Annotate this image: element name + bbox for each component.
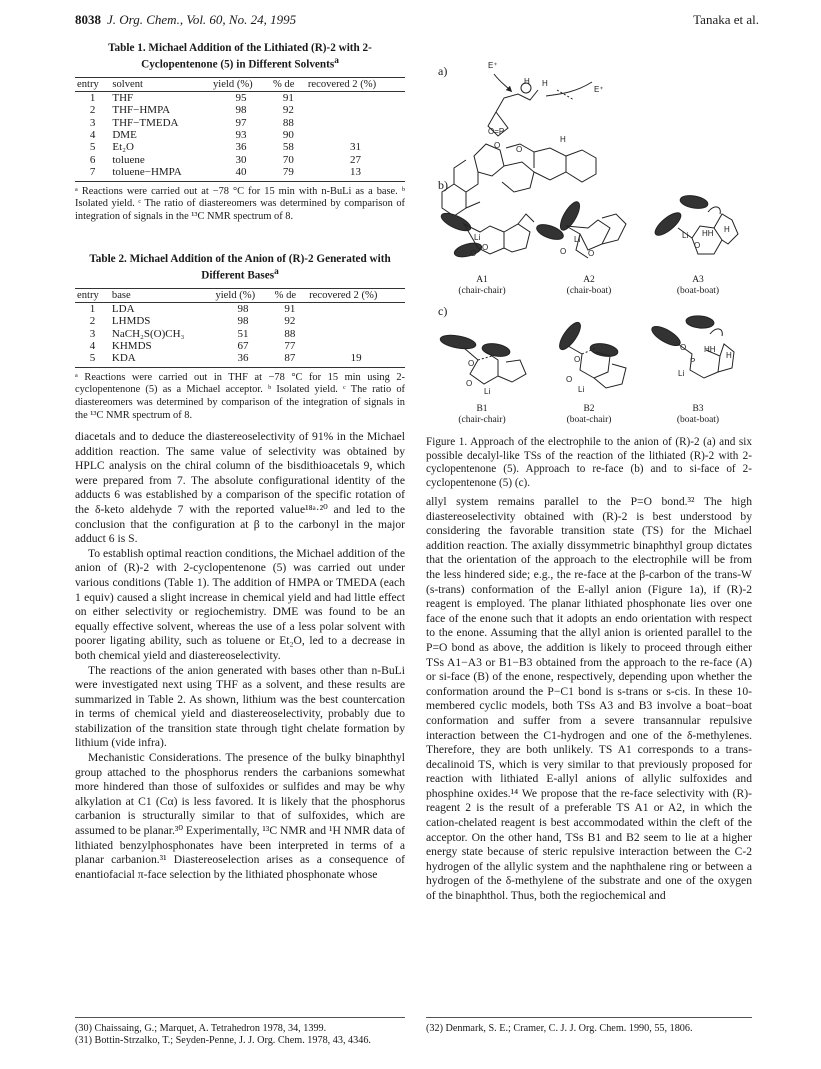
- svg-text:Li: Li: [474, 233, 481, 242]
- column-header: recovered 2 (%): [306, 77, 405, 91]
- svg-text:O: O: [566, 375, 573, 384]
- table-row: [75, 154, 405, 166]
- table-cell: 1: [89, 91, 96, 104]
- paragraph: The reactions of the anion generated with bases other than n-BuLi were investigated next using THF as a solvent, and these results are summarized in Table 2. As shown, lithium was the best countercation in terms of chemical yield and diastereoselectivity, probably due to stabilization of the transition state through tight chelate formation by lithium (vide infra).: [75, 663, 405, 750]
- footnotes-left: [75, 1017, 405, 1048]
- column-header: entry: [75, 77, 110, 91]
- table-cell: 70: [282, 153, 294, 166]
- svg-text:O=P: O=P: [488, 127, 505, 136]
- table-cell: [307, 315, 405, 327]
- svg-text:H: H: [724, 225, 730, 234]
- svg-text:O: O: [466, 379, 473, 388]
- figure-1: [426, 52, 756, 438]
- table-cell: LDA: [111, 302, 135, 315]
- page-number: 8038: [75, 12, 101, 27]
- svg-text:H: H: [542, 79, 548, 88]
- svg-text:H: H: [560, 135, 566, 144]
- table-cell: 36: [213, 352, 272, 367]
- column-header: % de: [273, 288, 308, 302]
- table-2: [75, 253, 405, 422]
- table-row: [75, 352, 405, 367]
- table-cell: 98: [237, 315, 249, 328]
- table-cell: LHMDS: [111, 315, 151, 328]
- table-cell: 1: [89, 302, 96, 315]
- column-header: recovered 2 (%): [307, 288, 405, 302]
- table-cell: 88: [282, 116, 294, 129]
- footnote-30: (30) Chaissaing, G.; Marquet, A. Tetrahedron 1978, 34, 1399.: [75, 1023, 327, 1034]
- table-cell: toluene−HMPA: [110, 166, 211, 181]
- table-cell: [306, 117, 405, 129]
- svg-text:O: O: [588, 249, 595, 258]
- table-cell: DME: [112, 128, 137, 141]
- table-cell: 91: [282, 91, 294, 104]
- table-1-footnote: ᵃ Reactions were carried out at −78 °C for 15 min with n-BuLi as a base. ᵇ Isolated yield. ᶜ The ratio of diastereomers was determined by comparison of integration of signals in the ¹³C NMR spectrum of 8.: [75, 185, 405, 222]
- table-cell: [307, 328, 405, 340]
- svg-text:O: O: [470, 249, 477, 258]
- running-header-left: [75, 12, 296, 28]
- figure-1-caption: Figure 1. Approach of the electrophile to the anion of (R)-2 (a) and six possible decalyl-like TSs of the reaction of the lithiated (R)-2 with 2-cyclopentenone (5). Approach to re-face (b) and to si-face of 2-cyclopentenone (5) (c).: [426, 436, 752, 489]
- table-cell: [306, 91, 405, 104]
- svg-text:O: O: [516, 145, 523, 154]
- structure-B2: B2 (boat-chair): [566, 404, 612, 425]
- table-cell: 58: [282, 141, 294, 154]
- table-row: [75, 91, 405, 104]
- table-cell: 79: [271, 166, 306, 181]
- table-cell: 92: [282, 104, 294, 117]
- table-cell: THF: [112, 91, 134, 104]
- figure-1-drawing: [426, 52, 756, 438]
- svg-text:H: H: [524, 77, 530, 86]
- table-row: [75, 104, 405, 116]
- table-row: [75, 340, 405, 352]
- table-cell: 6: [89, 153, 96, 166]
- table-cell: THF−TMEDA: [112, 116, 179, 129]
- label-e-plus-1: E⁺: [488, 61, 498, 70]
- label-e-plus-2: E⁺: [594, 85, 604, 94]
- table-cell: Et₂O: [112, 141, 134, 154]
- paragraph: allyl system remains parallel to the P=O bond.³² The high diastereoselectivity obtained with (R)-2 is best understood by considering the favorable transition state (TS) for the Michael addition reaction. The axially dissymmetric binaphthyl group dictates that the orientation of the approach to the electrophile will be from the less hindered side; e.g., the re-face at the β-carbon of the trans-W (s-trans) conformation of the E-allyl anion (Figure 1a), if (R)-2 reagent is employed. The planar lithiated phosphonate lies over one face of the enone such that it adopts an endo orientation with respect to the enone. Assuming that the allyl anion is oriented parallel to the P=O bond as above, the addition is likely to proceed through either TSs A1−A3 or B1−B3 obtained from the approach to the re-face (A) or si-face (B) of the enone, respectively, depending upon whether the conformation around the P−C1 bond is s-trans or s-cis. In these 10-membered cyclic models, both TSs A3 and B3 involve a boat−boat conformation and suffer from a severe transannular repulsive interaction between the C1-hydrogen and one of the δ-methylenes. Therefore, they are both unlikely. TS A1 corresponds to a trans-decalinoid TS, which is very similar to that previously proposed for reaction with lithiated E-allyl anions of allylic sulfoxides and phosphine oxides.¹⁴ We propose that the re-face selectivity with (R)-reagent 2 is the result of a preferable TS A1 or A2, in which the cation-chelated reagent is best accommodated within the cleft of the acceptor. On the other hand, TSs B1 and B2 seem to lie at a higher energy state because of steric repulsive interaction between the C-2 hydrogen of the allylic system and the naphthalene ring or between a hydrogen of the δ-methylene of the substrate and one of the oxygen of the binaphthol. Thus, both the regiochemical and: [426, 495, 752, 903]
- table-cell: [306, 104, 405, 116]
- table-cell: 90: [282, 128, 294, 141]
- paragraph: Mechanistic Considerations. The presence of the bulky binaphthyl group attached to the phosphorus renders the carbanions somewhat more hindered than those of sulfoxides or sulfides and may be why alkylation at C1 (Cα) is less favored. It is likely that the phosphorus carbanion is structurally similar to that of sulfoxides, which are assumed to be planar.³⁰ Experimentally, ¹³C NMR and ¹H NMR data of lithiated benzylphosphonates have been interpreted in terms of a planar carbanion.³¹ Diastereoselection arises as a consequence of enantiofacial π-face selection by the lithiated phosphonate whose: [75, 751, 405, 881]
- table-row: [75, 117, 405, 129]
- table-cell: 5: [89, 141, 96, 154]
- footnote-31: (31) Bottin-Strzalko, T.; Seyden-Penne, J. J. Org. Chem. 1978, 43, 4346.: [75, 1035, 371, 1047]
- svg-text:O: O: [560, 247, 567, 256]
- paragraph: To establish optimal reaction conditions, the Michael addition of the anion of (R)-2 with 2-cyclopentenone (5) was carried out under various conditions (Table 1). The addition of HMPA or TMEDA (each 1 equiv) caused a slight increase in chemical yield and had little effect on either selectivity or regiochemistry. DME was found to be an equally effective solvent, whereas the use of a less polar solvent with poorer ligating ability, such as toluene or Et₂O, led to a decrease in both chemical yield and diastereoselectivity.: [75, 546, 405, 662]
- table-cell: 92: [284, 315, 296, 328]
- table-cell: 31: [349, 141, 361, 154]
- table-cell: 2: [89, 104, 96, 117]
- table-2-grid: [75, 288, 405, 368]
- table-cell: KHMDS: [111, 339, 152, 352]
- structure-A1: A1 (chair-chair): [458, 275, 506, 296]
- footnotes-right: [426, 1017, 752, 1035]
- svg-text:Li: Li: [578, 385, 585, 394]
- table-cell: NaCH₂S(O)CH₃: [111, 327, 185, 340]
- table-cell: 5: [75, 352, 110, 367]
- svg-text:O: O: [694, 241, 701, 250]
- table-cell: 3: [89, 327, 96, 340]
- table-cell: 13: [306, 166, 405, 181]
- running-header-authors: Tanaka et al.: [693, 12, 759, 27]
- table-cell: 27: [349, 153, 361, 166]
- table-row: [75, 328, 405, 340]
- svg-text:O: O: [494, 141, 501, 150]
- panel-label-c: c): [438, 304, 448, 318]
- table-1-caption: Table 1. Michael Addition of the Lithiated (R)-2 with 2-Cyclopentenone (5) in Different Solvents$^a$: [108, 42, 372, 71]
- table-1: [75, 42, 405, 223]
- panel-label-a: a): [438, 64, 448, 78]
- structure-B1: B1 (chair-chair): [458, 404, 506, 425]
- svg-text:O: O: [680, 343, 687, 352]
- table-cell: 51: [237, 327, 249, 340]
- table-cell: 2: [89, 315, 96, 328]
- table-cell: 3: [89, 116, 96, 129]
- svg-text:P: P: [690, 357, 696, 366]
- svg-text:O: O: [574, 355, 581, 364]
- table-cell: 36: [235, 141, 247, 154]
- svg-text:O: O: [482, 243, 489, 252]
- table-cell: 67: [237, 339, 249, 352]
- table-row: [75, 129, 405, 141]
- table-cell: THF−HMPA: [112, 104, 171, 117]
- table-cell: [306, 129, 405, 141]
- table-cell: [307, 340, 405, 352]
- svg-text:HH: HH: [704, 345, 716, 354]
- svg-text:Li: Li: [682, 231, 689, 240]
- column-header: base: [110, 288, 214, 302]
- table-cell: 7: [75, 166, 110, 181]
- table-cell: 19: [307, 352, 405, 367]
- table-cell: 98: [235, 104, 247, 117]
- table-cell: 95: [235, 91, 247, 104]
- table-cell: 4: [89, 128, 96, 141]
- body-column-left: [75, 430, 405, 882]
- column-header: entry: [75, 288, 110, 302]
- panel-label-b: b): [438, 178, 448, 192]
- svg-text:H: H: [726, 351, 732, 360]
- column-header: % de: [271, 77, 306, 91]
- structure-A2: A2 (chair-boat): [566, 275, 612, 296]
- column-header: yield (%): [213, 288, 272, 302]
- structure-B3: B3 (boat-boat): [676, 404, 720, 425]
- column-header: yield (%): [211, 77, 271, 91]
- table-2-caption: Table 2. Michael Addition of the Anion of (R)-2 Generated with Different Bases$^a$: [89, 253, 391, 282]
- table-cell: 40: [211, 166, 271, 181]
- column-header: solvent: [110, 77, 211, 91]
- table-row: [75, 302, 405, 315]
- table-cell: toluene: [112, 153, 145, 166]
- table-cell: 87: [273, 352, 308, 367]
- paragraph: diacetals and to deduce the diastereoselectivity of 91% in the Michael addition reaction. The same value of selectivity was obtained by HPLC analysis on the chiral column of the bisdithioacetals 9, which were prepared from 7. The absolute configurational identity of the adducts 6 was established by a comparison of the specific rotation of the δ-keto aldehyde 7 with the reported value¹⁸ᵃ·²⁰ and led to the conclusion that the configuration at β to the carbonyl in the major adduct 6 is S.: [75, 430, 405, 546]
- journal-citation: J. Org. Chem., Vol. 60, No. 24, 1995: [107, 12, 297, 27]
- table-cell: 97: [235, 116, 247, 129]
- table-2-footnote: ᵃ Reactions were carried out in THF at −78 °C for 15 min using 2-cyclopentenone (5) as a Michael acceptor. ᵇ Isolated yield. ᶜ The ratio of diastereomers was determined by comparison of the integration of signals in the ¹³C NMR spectrum of 8.: [75, 371, 405, 421]
- table-1-grid: [75, 77, 405, 182]
- svg-text:O: O: [468, 359, 475, 368]
- table-cell: 91: [284, 302, 296, 315]
- table-cell: [307, 302, 405, 315]
- table-row: [75, 315, 405, 327]
- svg-text:Li: Li: [678, 369, 685, 378]
- footnote-32: (32) Denmark, S. E.; Cramer, C. J. J. Org. Chem. 1990, 55, 1806.: [426, 1023, 693, 1034]
- table-cell: 4: [89, 339, 96, 352]
- svg-text:Li: Li: [484, 387, 491, 396]
- table-cell: 93: [235, 128, 247, 141]
- table-cell: 30: [235, 153, 247, 166]
- electrophile-arrow-si: [546, 82, 592, 96]
- body-column-right: [426, 495, 752, 904]
- electrophile-arrow-re: [494, 74, 510, 90]
- allyl-chain: [496, 90, 538, 112]
- table-row: [75, 141, 405, 153]
- table-cell: 77: [284, 339, 296, 352]
- svg-text:Li: Li: [574, 235, 581, 244]
- svg-text:HH: HH: [702, 229, 714, 238]
- table-cell: KDA: [110, 352, 214, 367]
- table-cell: 98: [237, 302, 249, 315]
- structure-A3: A3 (boat-boat): [676, 275, 720, 296]
- table-row: [75, 166, 405, 181]
- table-cell: 88: [284, 327, 296, 340]
